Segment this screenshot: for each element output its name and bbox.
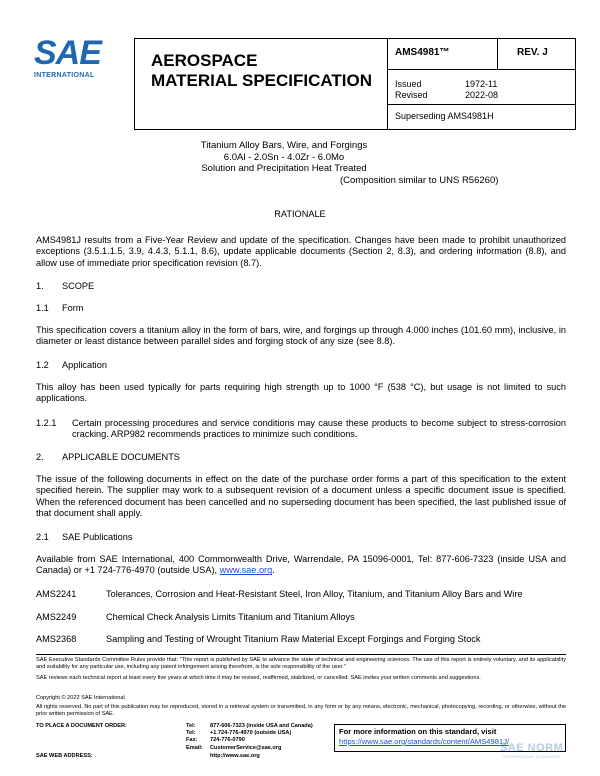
- issued-label: Issued: [395, 79, 422, 89]
- watermark-text: SAE NORM: [500, 742, 564, 754]
- doc-title-line3: Solution and Precipitation Heat Treated: [201, 163, 367, 174]
- section-1-2-heading: 1.2 Application: [36, 360, 107, 370]
- footer-copyright: Copyright © 2022 SAE International: [36, 695, 125, 701]
- footer-disclaimer: SAE Executive Standards Committee Rules provide that: "This report is published by SAE to advance the state of technical and engineering sciences. The use of this report is entirely voluntary, and its applicability and suitability for any particular use, including any patent infringement arising therefrom, is the sole responsibility of the user.": [36, 657, 566, 670]
- section-2-text: The issue of the following documents in effect on the date of the purchase order forms a part of this specification to the extent specified herein. The supplier may work to a subsequent revision of a document unless a specific document issue is specified. When the referenced document has been cancelled and no superseding document has been specified, the last published issue of that document shall apply.: [36, 474, 566, 519]
- reference-row: [36, 589, 523, 599]
- sae-logo-text: SAE: [34, 34, 101, 72]
- order-label: TO PLACE A DOCUMENT ORDER:: [36, 723, 127, 729]
- watermark: [500, 742, 563, 759]
- sae-logo-subtext: INTERNATIONAL: [34, 72, 95, 79]
- more-info-title: For more information on this standard, visit: [339, 727, 497, 736]
- section-1-2-1-num: 1.2.1: [36, 418, 57, 428]
- section-2-1-heading: 2.1 SAE Publications: [36, 532, 133, 542]
- doc-number: AMS4981™: [395, 47, 450, 58]
- reference-code: AMS2249: [36, 612, 77, 622]
- revised-value: 2022-08: [465, 90, 499, 100]
- document-title: [134, 140, 434, 175]
- footer-review-note: SAE reviews each technical report at least every five years at which time it may be revised, reaffirmed, stabilized, or cancelled. SAE invites your written comments and suggestions.: [36, 675, 481, 681]
- footer-rights: All rights reserved. No part of this publication may be reproduced, stored in a retrieval system or transmitted, in any form or by any means, electronic, mechanical, photocopying, recording, or otherwise, without the prior written permission of SAE.: [36, 704, 566, 717]
- sae-website-link[interactable]: www.sae.org: [219, 565, 273, 576]
- reference-title: Chemical Check Analysis Limits Titanium and Titanium Alloys: [106, 612, 355, 622]
- standard-link[interactable]: https://www.sae.org/standards/content/AMS4981J/: [339, 737, 510, 746]
- header-doc-row: [387, 39, 575, 70]
- revision-label: REV. J: [517, 47, 548, 58]
- doc-title-line2: 6.0Al - 2.0Sn - 4.0Zr - 6.0Mo: [223, 151, 345, 163]
- reference-code: AMS2368: [36, 634, 77, 644]
- issued-value: 1972-11: [465, 79, 498, 89]
- footer-divider: [36, 654, 566, 655]
- reference-code: AMS2241: [36, 589, 77, 599]
- doc-title-line1: Titanium Alloy Bars, Wire, and Forgings: [200, 140, 368, 151]
- spec-title-line2: MATERIAL SPECIFICATION: [151, 71, 372, 90]
- web-address[interactable]: http://www.sae.org: [210, 752, 260, 759]
- section-1-1-heading: 1.1 Form: [36, 303, 84, 313]
- section-2-heading: 2. APPLICABLE DOCUMENTS: [36, 452, 180, 462]
- order-fax: 724-776-0790: [210, 737, 245, 744]
- section-2-1-text: Available from SAE International, 400 Commonwealth Drive, Warrendale, PA 15096-0001, Tel: 877-606-7323 (inside USA and Canada) or +1 724-776-4970 (outside USA), www.sae.org.: [36, 554, 566, 576]
- reference-row: [36, 612, 355, 622]
- web-label: SAE WEB ADDRESS:: [36, 752, 93, 759]
- order-tel: 877-606-7323 (inside USA and Canada): [210, 723, 313, 729]
- reference-title: Tolerances, Corrosion and Heat-Resistant Steel, Iron Alloy, Titanium, and Titanium Alloy Bars and Wire: [106, 589, 523, 599]
- spec-title-line1: AEROSPACE: [151, 51, 258, 70]
- header-box: [134, 38, 576, 130]
- watermark-subtext: INTERNATIONAL STANDARDS: [503, 754, 561, 759]
- order-tel-outside: +1 724-776-4970 (outside USA): [210, 730, 292, 737]
- rationale-heading: RATIONALE: [274, 209, 326, 219]
- sae-logo: [34, 36, 126, 86]
- order-email[interactable]: CustomerService@sae.org: [210, 744, 282, 751]
- section-1-2-text: This alloy has been used typically for parts requiring high strength up to 1000 °F (538 °C), but usage is not limited to such applications.: [36, 382, 566, 404]
- spec-title: [151, 51, 372, 91]
- rationale-text: AMS4981J results from a Five-Year Review and update of the specification. Changes have been made to prohibit unauthorized exceptions (3.5.1.1.5, 3.9, 4.4.3, 5.1.1, 8.6), update applicable documents (Section 2, 8.3), and ordering information (8.8), and allow use of immediate prior specification revision (8.7).: [36, 235, 566, 268]
- section-1-heading: 1. SCOPE: [36, 281, 95, 291]
- superseding: Superseding AMS4981H: [395, 111, 494, 121]
- reference-row: [36, 634, 481, 644]
- order-info: TO PLACE A DOCUMENT ORDER: Tel: 877-606-7323 (inside USA and Canada) Tel: +1 724-776-4970 (outside USA) Fax: 724-776-0790 Email: CustomerService@sae.org SAE WEB ADDRESS: http://www.sae.org: [36, 723, 313, 759]
- section-1-1-text: This specification covers a titanium alloy in the form of bars, wire, and forgings up through 4.000 inches (101.60 mm), inclusive, in diameter or least distance between parallel sides and forging stock of any size (see 8.8).: [36, 325, 566, 347]
- section-1-2-1-text: Certain processing procedures and service conditions may cause these products to become subject to stress-corrosion cracking. ARP982 recommends practices to minimize such conditions.: [72, 418, 566, 440]
- revised-label: Revised: [395, 90, 428, 100]
- header-dates: [387, 70, 575, 129]
- header-title-cell: [135, 39, 388, 129]
- reference-title: Sampling and Testing of Wrought Titanium Raw Material Except Forgings and Forging Stock: [106, 634, 481, 644]
- doc-title-line4: (Composition similar to UNS R56260): [340, 175, 499, 186]
